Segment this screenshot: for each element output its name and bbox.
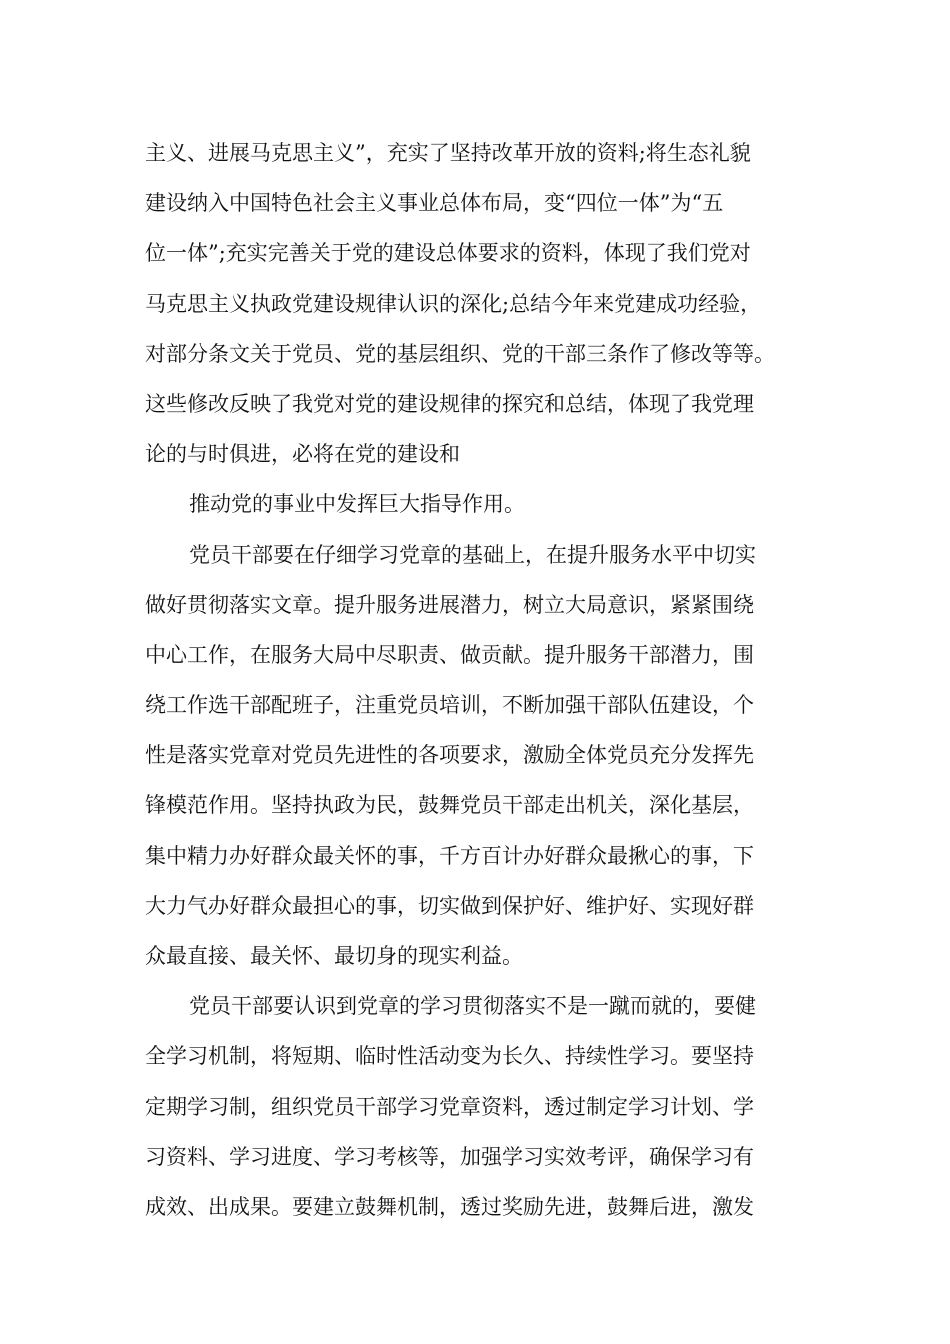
text-line: 马克思主义执政党建设规律认识的深化;总结今年来党建成功经验， (145, 291, 762, 316)
text-line: 成效、出成果。要建立鼓舞机制，透过奖励先进，鼓舞后进，激发 (145, 1194, 754, 1219)
text-line: 位一体”;充实完善关于党的建设总体要求的资料，体现了我们党对 (145, 241, 751, 266)
text-line: 主义、进展马克思主义”，充实了坚持改革开放的资料;将生态礼貌 (145, 141, 751, 165)
paragraph-first-line: 推动党的事业中发挥巨大指导作用。 (189, 492, 525, 517)
paragraph-first-line: 党员干部要在仔细学习党章的基础上，在提升服务水平中切实 (189, 542, 756, 567)
text-line: 做好贯彻落实文章。提升服务进展潜力，树立大局意识，紧紧围绕 (145, 592, 754, 617)
text-line: 众最直接、最关怀、最切身的现实利益。 (145, 944, 523, 968)
text-line: 全学习机制，将短期、临时性活动变为长久、持续性学习。要坚持 (145, 1044, 754, 1069)
text-line: 习资料、学习进度、学习考核等，加强学习实效考评，确保学习有 (145, 1144, 754, 1169)
text-line: 大力气办好群众最担心的事，切实做到保护好、维护好、实现好群 (145, 893, 754, 918)
document-body (145, 128, 845, 1232)
text-line: 这些修改反映了我党对党的建设规律的探究和总结，体现了我党理 (145, 391, 754, 416)
text-line: 论的与时俱进，必将在党的建设和 (145, 442, 460, 467)
text-line: 集中精力办好群众最关怀的事，千方百计办好群众最揪心的事，下 (145, 843, 754, 868)
text-line: 绕工作选干部配班子，注重党员培训，不断加强干部队伍建设，个 (145, 693, 754, 718)
text-line: 锋模范作用。坚持执政为民，鼓舞党员干部走出机关，深化基层， (145, 793, 754, 818)
text-line: 建设纳入中国特色社会主义事业总体布局，变“四位一体”为“五 (145, 191, 724, 216)
text-line: 中心工作，在服务大局中尽职责、做贡献。提升服务干部潜力，围 (145, 642, 754, 667)
text-line: 定期学习制，组织党员干部学习党章资料，透过制定学习计划、学 (145, 1094, 754, 1119)
text-line: 对部分条文关于党员、党的基层组织、党的干部三条作了修改等等。 (145, 341, 775, 366)
paragraph-first-line: 党员干部要认识到党章的学习贯彻落实不是一蹴而就的，要健 (189, 994, 756, 1019)
text-line: 性是落实党章对党员先进性的各项要求，激励全体党员充分发挥先 (145, 743, 754, 768)
